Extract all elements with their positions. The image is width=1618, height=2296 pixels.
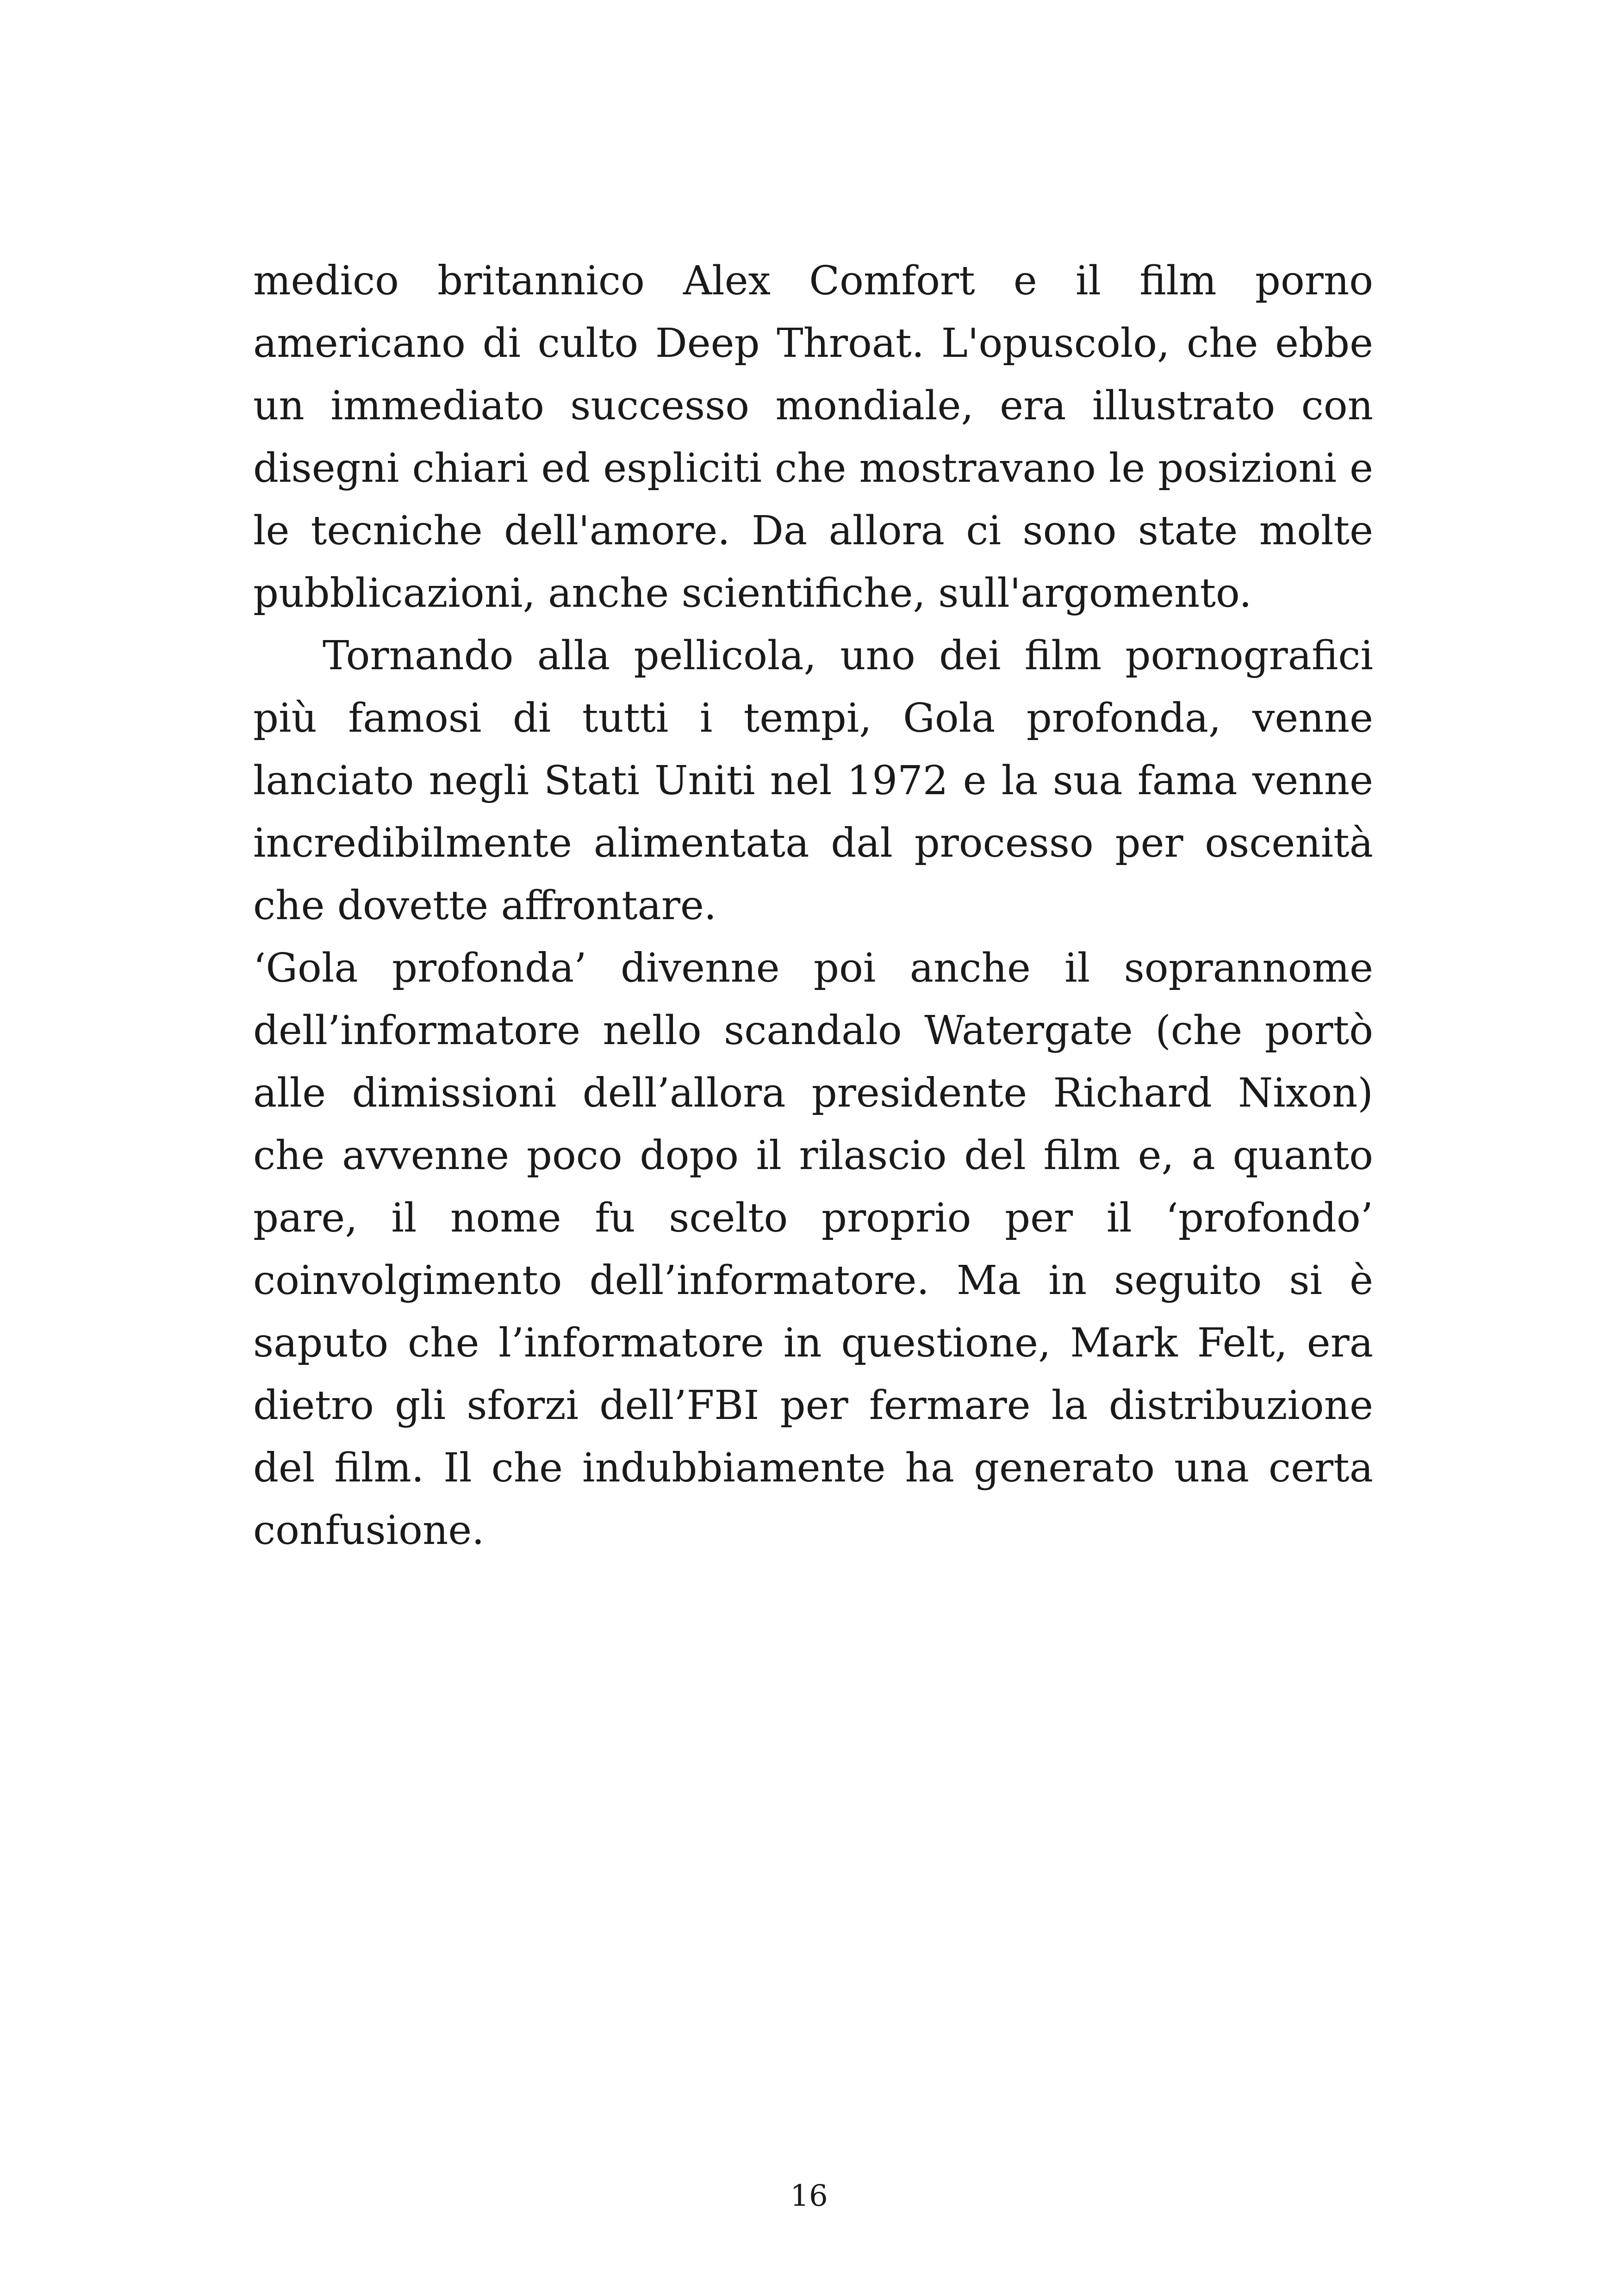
body-text — [253, 250, 1373, 1562]
paragraph-1: medico britannico Alex Comfort e il film porno americano di culto Deep Throat. L'opuscolo, che ebbe un immediato successo mondiale, era illustrato con disegni chiari ed espliciti che mostravano le posizioni e le tecniche dell'amore. Da allora ci sono state molte pubblicazioni, anche scientifiche, sull'argomento. — [253, 258, 1373, 616]
page-number: 16 — [790, 2179, 828, 2213]
paragraph-3: ‘Gola profonda’ divenne poi anche il soprannome dell’informatore nello scandalo Watergate (che portò alle dimissioni dell’allora presidente Richard Nixon) che avvenne poco dopo il rilascio del film e, a quanto pare, il nome fu scelto proprio per il ‘profondo’ coinvolgimento dell’informatore. Ma in seguito si è saputo che l’informatore in questione, Mark Felt, era dietro gli sforzi dell’FBI per fermare la distribuzione del film. Il che indubbiamente ha generato una certa confusione. — [253, 945, 1373, 1554]
paragraph-2: Tornando alla pellicola, uno dei film pornografici più famosi di tutti i tempi, Gola profonda, venne lanciato negli Stati Uniti nel 1972 e la sua fama venne incredibilmente alimentata dal processo per oscenità che dovette affrontare. — [253, 633, 1373, 929]
